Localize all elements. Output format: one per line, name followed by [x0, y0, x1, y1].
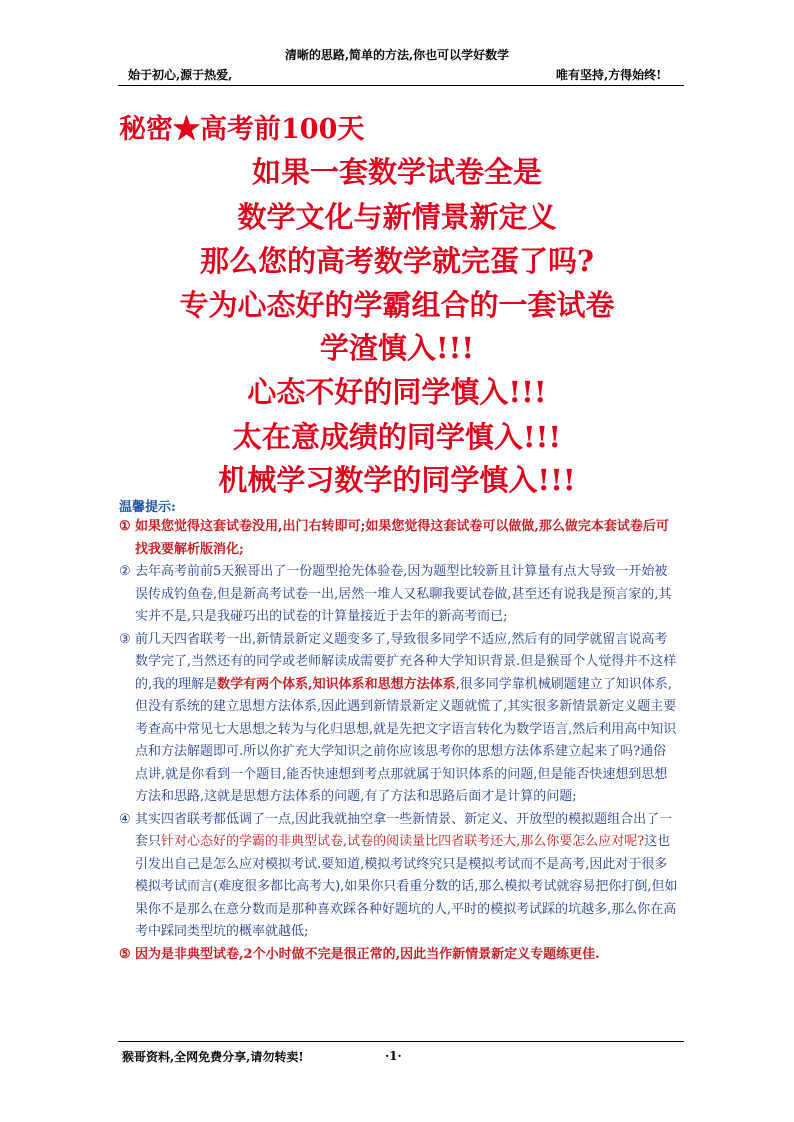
tip-text: 前几天四省联考一出,新情景新定义题变多了,导致很多同学不适应,然后有的同学就留言说高考数学完了,当然还有的同学或老师解读成需要扩充各种大学知识背景.但是猴哥个人觉得并不这样的,我的理解是 [135, 631, 677, 692]
title-line-6: 学渣慎入!!! [319, 331, 475, 365]
tip-text: 这也引发出自己是怎么应对模拟考试.要知道,模拟考试终究只是模拟考试而不是高考,因此对于很多模拟考试而言(难度很多都比高考大),如果你只看重分数的话,那么模拟考试就容易把你打倒,但如果你不是那么在意分数而是那种喜欢踩各种好题坑的人,平时的模拟考试踩的坑越多,那么你在高考中踩同类型坑的概率就越低; [135, 834, 678, 939]
header-right-motto: 唯有坚持,方得始终! [556, 68, 662, 82]
title-line-4: 那么您的高考数学就完蛋了吗? [200, 244, 594, 278]
footer-note: 猴哥资料,全网免费分享,请勿转卖! [122, 1050, 304, 1064]
header-left-motto: 始于初心,源于热爱, [128, 68, 233, 82]
tips-list [119, 516, 679, 966]
title-secret: 秘密★高考前100天 [119, 114, 365, 145]
title-line-9: 机械学习数学的同学慎入!!! [218, 463, 576, 497]
page-number: ·1· [385, 1049, 402, 1063]
header-tagline: 清晰的思路,简单的方法,你也可以学好数学 [284, 48, 510, 62]
tip-text: ,很多同学靠机械刷题建立了知识体系,但没有系统的建立思想方法体系,因此遇到新情景新定义题就慌了,其实很多新情景新定义题主要考查高中常见七大思想之转为与化归思想,就是先把文字语言转化为数学语言,然后利用高中知识点和方法解题即可.所以你扩充大学知识之前你应该思考你的思想方法体系建立起来了吗?通俗点讲,就是你看到一个题目,能否快速想到考点那就属于知识体系的问题,但是能否快速想到思想方法和思路,这就是思想方法体系的问题,有了方法和思路后面才是计算的问题; [135, 676, 677, 804]
tip-number: ④ [119, 811, 131, 827]
title-line-2: 如果一套数学试卷全是 [251, 155, 542, 189]
tip-item-2 [119, 561, 679, 629]
tip-highlight: 针对心态好的学霸的非典型试卷,试卷的阅读量比四省联考还大,那么你要怎么应对呢? [161, 834, 645, 849]
tip-number: ② [119, 564, 131, 579]
tip-item-3 [119, 629, 679, 809]
tip-item-1 [119, 516, 679, 561]
title-line-7: 心态不好的同学慎入!!! [247, 375, 547, 409]
tip-number: ⑤ [119, 946, 131, 962]
title-line-5: 专为心态好的学霸组合的一套试卷 [179, 288, 615, 322]
title-line-3: 数学文化与新情景新定义 [237, 200, 557, 234]
tip-highlight: 数学有两个体系,知识体系和思想方法体系 [217, 676, 456, 692]
tip-text: 如果您觉得这套试卷没用,出门右转即可;如果您觉得这套试卷可以做做,那么做完本套试卷后可找我要解析版消化; [135, 519, 669, 557]
tip-number: ③ [119, 631, 131, 647]
footer-rule [118, 1041, 684, 1042]
tip-text: 因为是非典型试卷,2个小时做不完是很正常的,因此当作新情景新定义专题练更佳. [135, 946, 600, 962]
tip-text: 其实四省联考都低调了一点,因此我就抽空拿一些新情景、新定义、开放型的模拟题组合出了一套只 [135, 811, 673, 849]
tip-item-5 [119, 944, 679, 967]
tips-heading: 温馨提示: [119, 500, 176, 515]
title-line-8: 太在意成绩的同学慎入!!! [232, 420, 562, 454]
tip-item-4 [119, 809, 679, 944]
header-rule [118, 85, 684, 86]
tip-number: ① [119, 519, 131, 534]
tip-text: 去年高考前前5天猴哥出了一份题型抢先体验卷,因为题型比较新且计算量有点大导致一开始被误传成钓鱼卷,但是新高考试卷一出,居然一堆人又私聊我要试卷做,甚至还有说我是预言家的,其实并不是,只是我碰巧出的试卷的计算量接近于去年的新高考而已; [135, 564, 672, 624]
